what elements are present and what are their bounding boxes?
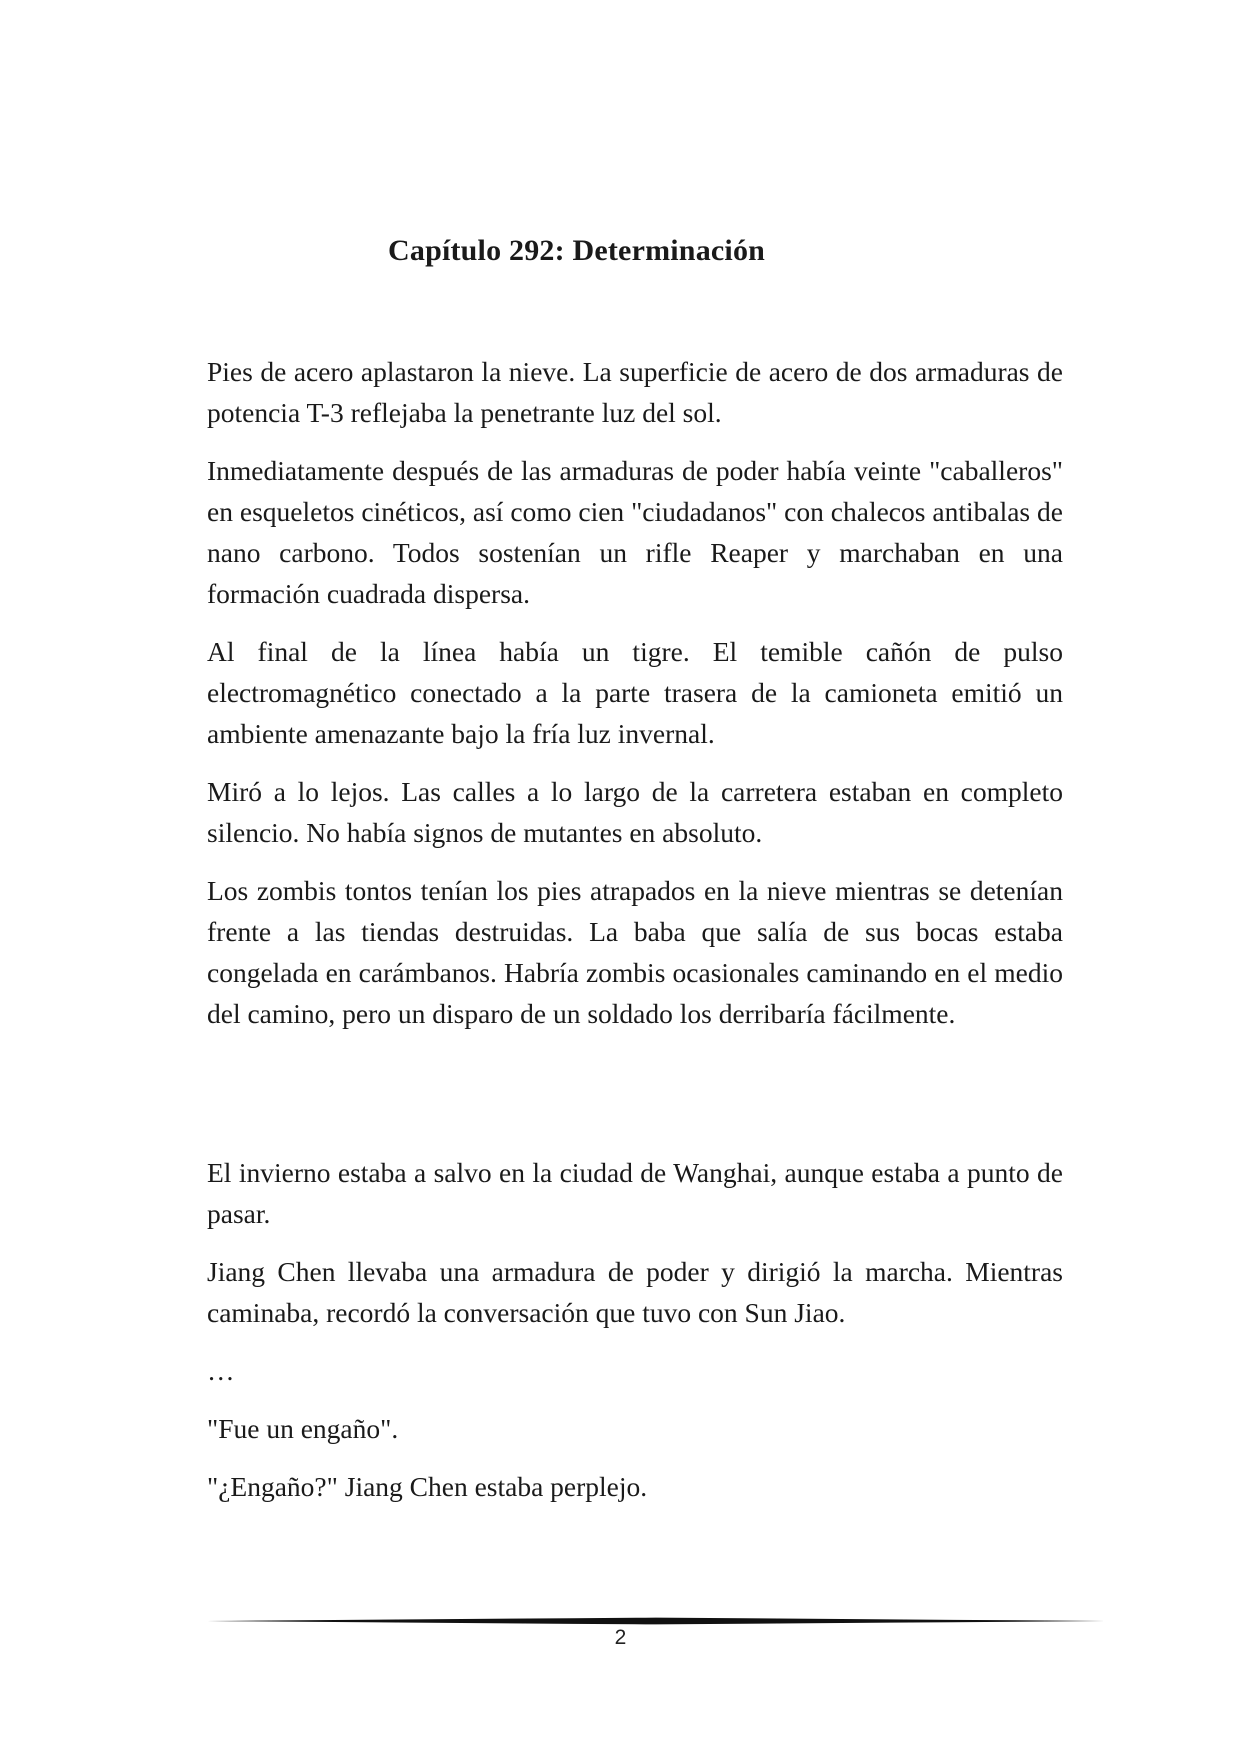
paragraph: Los zombis tontos tenían los pies atrapados en la nieve mientras se detenían frente a las tiendas destruidas. La baba que salía de sus bocas estaba congelada en carámbanos. Habría zombis ocasionales caminando en el medio del camino, pero un disparo de un soldado los derribaría fácilmente. [207, 875, 1063, 1029]
paragraph: Jiang Chen llevaba una armadura de poder y dirigió la marcha. Mientras caminaba, recordó la conversación que tuvo con Sun Jiao. [207, 1256, 1063, 1328]
paragraph: Pies de acero aplastaron la nieve. La superficie de acero de dos armaduras de potencia T-3 reflejaba la penetrante luz del sol. [207, 356, 1063, 428]
paragraph: Miró a lo lejos. Las calles a lo largo de la carretera estaban en completo silencio. No había signos de mutantes en absoluto. [207, 776, 1063, 848]
paragraph: Inmediatamente después de las armaduras de poder había veinte "caballeros" en esqueletos cinéticos, así como cien "ciudadanos" con chalecos antibalas de nano carbono. Todos sostenían un rifle Reaper y marchaban en una formación cuadrada dispersa. [207, 455, 1063, 609]
footer-divider [207, 1616, 1105, 1626]
paragraph: El invierno estaba a salvo en la ciudad de Wanghai, aunque estaba a punto de pasar. [207, 1157, 1063, 1229]
body-section-1 [207, 351, 1063, 1051]
paragraph: "Fue un engaño". [207, 1413, 399, 1444]
body-section-2 [207, 1152, 1063, 1524]
paragraph: "¿Engaño?" Jiang Chen estaba perplejo. [207, 1471, 648, 1502]
chapter-title: Capítulo 292: Determinación [388, 234, 766, 267]
paragraph: … [207, 1355, 235, 1386]
paragraph: Al final de la línea había un tigre. El temible cañón de pulso electromagnético conectado a la parte trasera de la camioneta emitió un ambiente amenazante bajo la fría luz invernal. [207, 636, 1063, 749]
page-number: 2 [614, 1626, 627, 1649]
